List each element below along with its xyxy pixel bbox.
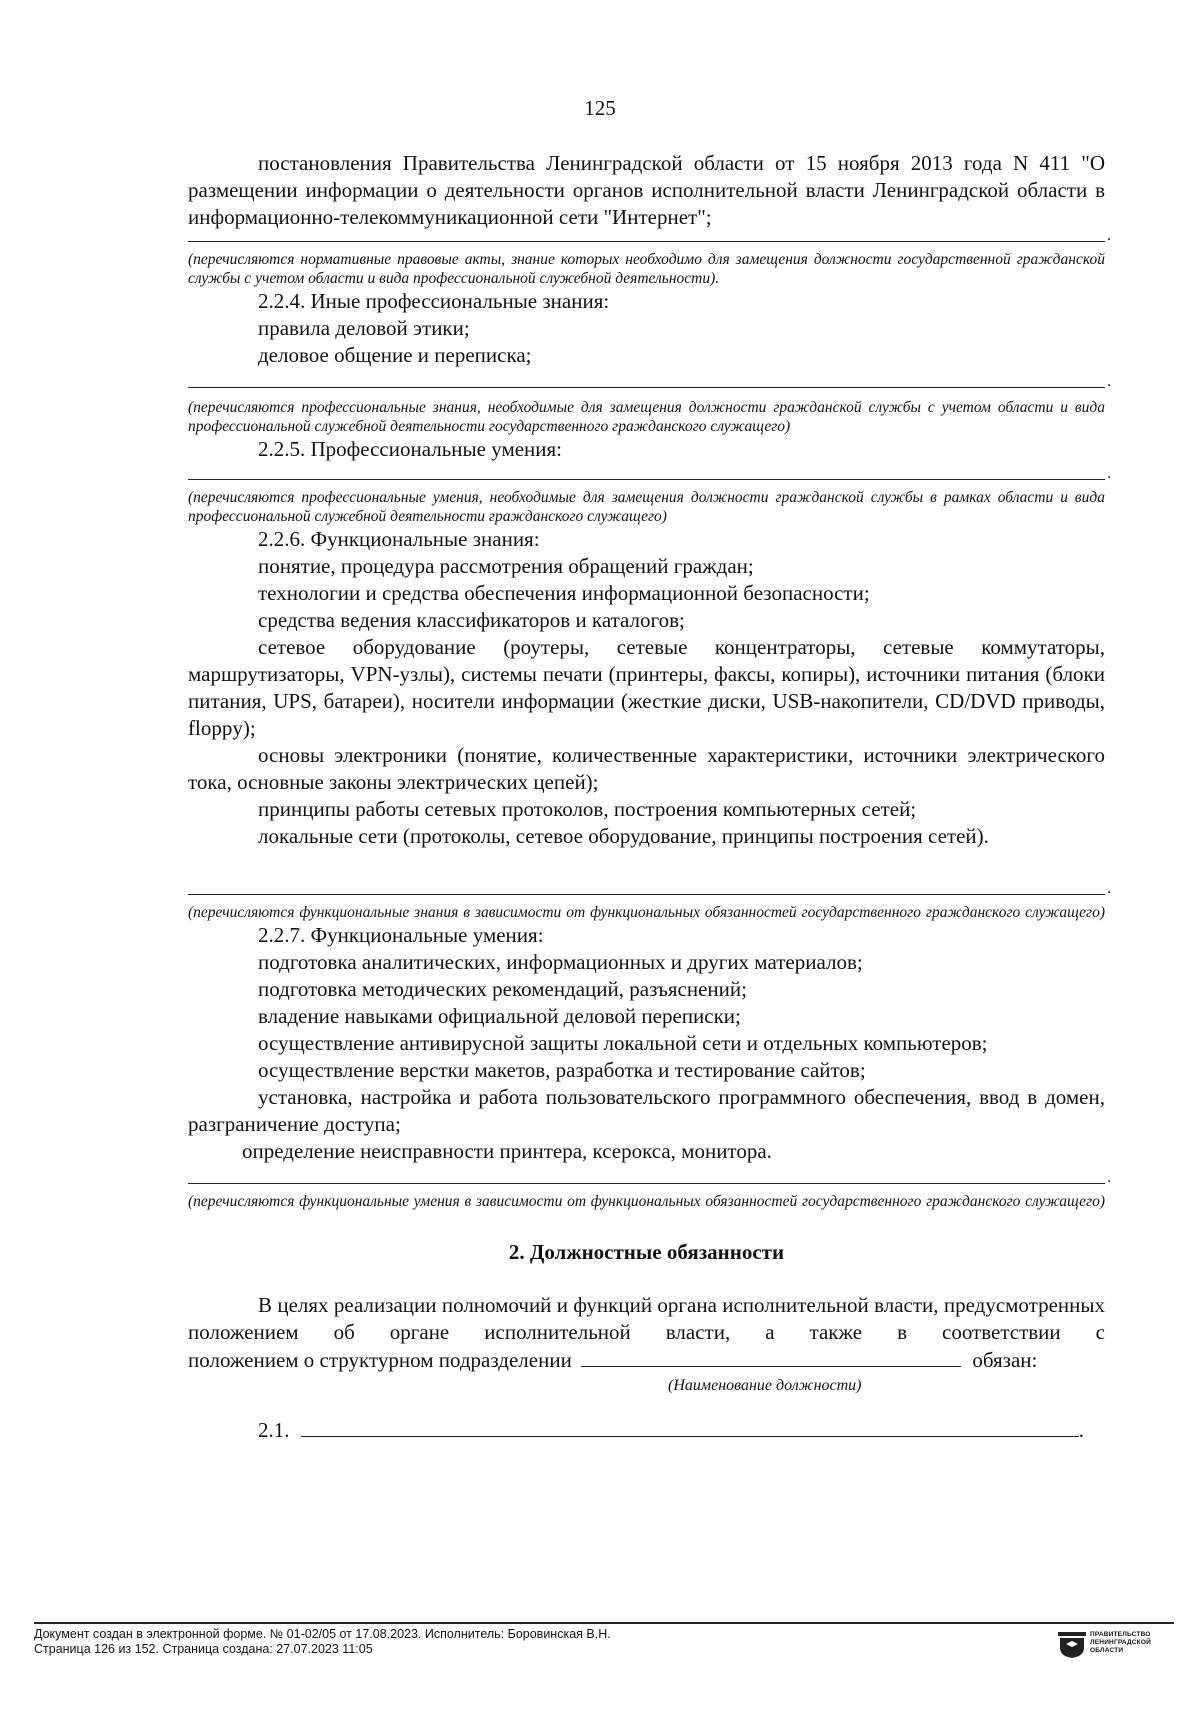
list-item: основы электроники (понятие, количественные характеристики, источники электрического тока, основные законы электрических цепей); xyxy=(188,743,1105,794)
duties-paragraph: В целях реализации полномочий и функций органа исполнительной власти, предусмотренных положением об органе исполнительной власти, а также в соответствии с xyxy=(188,1293,1105,1344)
note-professional-knowledge: (перечисляются профессиональные знания, необходимые для замещения должности гражданской службы с учетом области и вида профессиональной служебной деятельности государственного гражданского служащего) xyxy=(188,399,1105,435)
list-item: принципы работы сетевых протоколов, построения компьютерных сетей; xyxy=(258,797,917,821)
list-item: сетевое оборудование (роутеры, сетевые концентраторы, сетевые коммутаторы, маршрутизаторы, VPN-узлы), системы печати (принтеры, факсы, копиры), источники питания (блоки питания, UPS, батареи), носители информации (жесткие диски, USB-накопители, CD/DVD приводы, floppy); xyxy=(188,635,1105,740)
list-item: осуществление антивирусной защиты локальной сети и отдельных компьютеров; xyxy=(258,1031,988,1055)
section-heading: 2. Должностные обязанности xyxy=(508,1240,785,1264)
government-logo: ПРАВИТЕЛЬСТВО ЛЕНИНГРАДСКОЙ ОБЛАСТИ xyxy=(1058,1630,1178,1664)
note-professional-skills: (перечисляются профессиональные умения, необходимые для замещения должности гражданской службы в рамках области и вида профессиональной служебной деятельности гражданского служащего) xyxy=(188,489,1105,525)
duties-line-start: положением о структурном подразделении xyxy=(188,1348,572,1372)
position-name-hint: (Наименование должности) xyxy=(668,1377,862,1394)
list-item: осуществление верстки макетов, разработка и тестирование сайтов; xyxy=(258,1058,866,1082)
blank-line xyxy=(188,387,1105,388)
blank-line xyxy=(188,1183,1105,1184)
duties-line-end: обязан: xyxy=(972,1348,1038,1372)
list-item: средства ведения классификаторов и каталогов; xyxy=(258,608,685,632)
duties-line xyxy=(188,1346,1105,1374)
footer xyxy=(34,1627,611,1657)
list-item: владение навыками официальной деловой переписки; xyxy=(258,1004,741,1028)
page-number: 125 xyxy=(584,96,616,120)
list-item: локальные сети (протоколы, сетевое оборудование, принципы построения сетей). xyxy=(258,824,989,848)
item-2-1-blank[interactable] xyxy=(301,1416,1079,1437)
coat-of-arms-icon xyxy=(1058,1632,1086,1658)
note-functional-skills: (перечисляются функциональные умения в зависимости от функциональных обязанностей государственного гражданского служащего) xyxy=(188,1193,1105,1210)
list-item: подготовка аналитических, информационных и других материалов; xyxy=(258,950,863,974)
list-item: технологии и средства обеспечения информационной безопасности; xyxy=(258,581,870,605)
blank-line xyxy=(188,241,1105,242)
footer-line-1: Документ создан в электронной форме. № 01-02/05 от 17.08.2023. Исполнитель: Боровинская В.Н. xyxy=(34,1627,611,1641)
list-item: деловое общение и переписка; xyxy=(258,343,532,367)
section-2-2-7-title: 2.2.7. Функциональные умения: xyxy=(258,923,544,947)
position-name-blank[interactable] xyxy=(581,1346,961,1367)
intro-paragraph: постановления Правительства Ленинградской области от 15 ноября 2013 года N 411 "О размещении информации о деятельности органов исполнительной власти Ленинградской области в информационно-телекоммуникационной сети "Интернет"; xyxy=(188,151,1105,229)
item-2-1-label: 2.1. xyxy=(258,1418,290,1442)
footer-line-2: Страница 126 из 152. Страница создана: 27.07.2023 11:05 xyxy=(34,1642,373,1656)
section-2-2-4-title: 2.2.4. Иные профессиональные знания: xyxy=(258,289,610,313)
section-2-2-5-title: 2.2.5. Профессиональные умения: xyxy=(258,437,563,461)
note-functional-knowledge: (перечисляются функциональные знания в зависимости от функциональных обязанностей государственного гражданского служащего) xyxy=(188,904,1105,921)
blank-line xyxy=(188,894,1105,895)
list-item: правила деловой этики; xyxy=(258,316,470,340)
list-item: установка, настройка и работа пользовательского программного обеспечения, ввод в домен, разграничение доступа; xyxy=(188,1085,1105,1136)
list-item: подготовка методических рекомендаций, разъяснений; xyxy=(258,977,747,1001)
document-body xyxy=(188,150,1105,1444)
section-2-2-6-title: 2.2.6. Функциональные знания: xyxy=(258,527,540,551)
list-item: определение неисправности принтера, ксерокса, монитора. xyxy=(242,1139,772,1163)
blank-line xyxy=(188,479,1105,480)
footer-divider xyxy=(34,1622,1174,1624)
note-legal-acts: (перечисляются нормативные правовые акты, знание которых необходимо для замещения должности государственной гражданской службы с учетом области и вида профессиональной служебной деятельности). xyxy=(188,251,1105,287)
list-item: понятие, процедура рассмотрения обращений граждан; xyxy=(258,554,754,578)
item-2-1: 2.1. . xyxy=(258,1418,1084,1442)
